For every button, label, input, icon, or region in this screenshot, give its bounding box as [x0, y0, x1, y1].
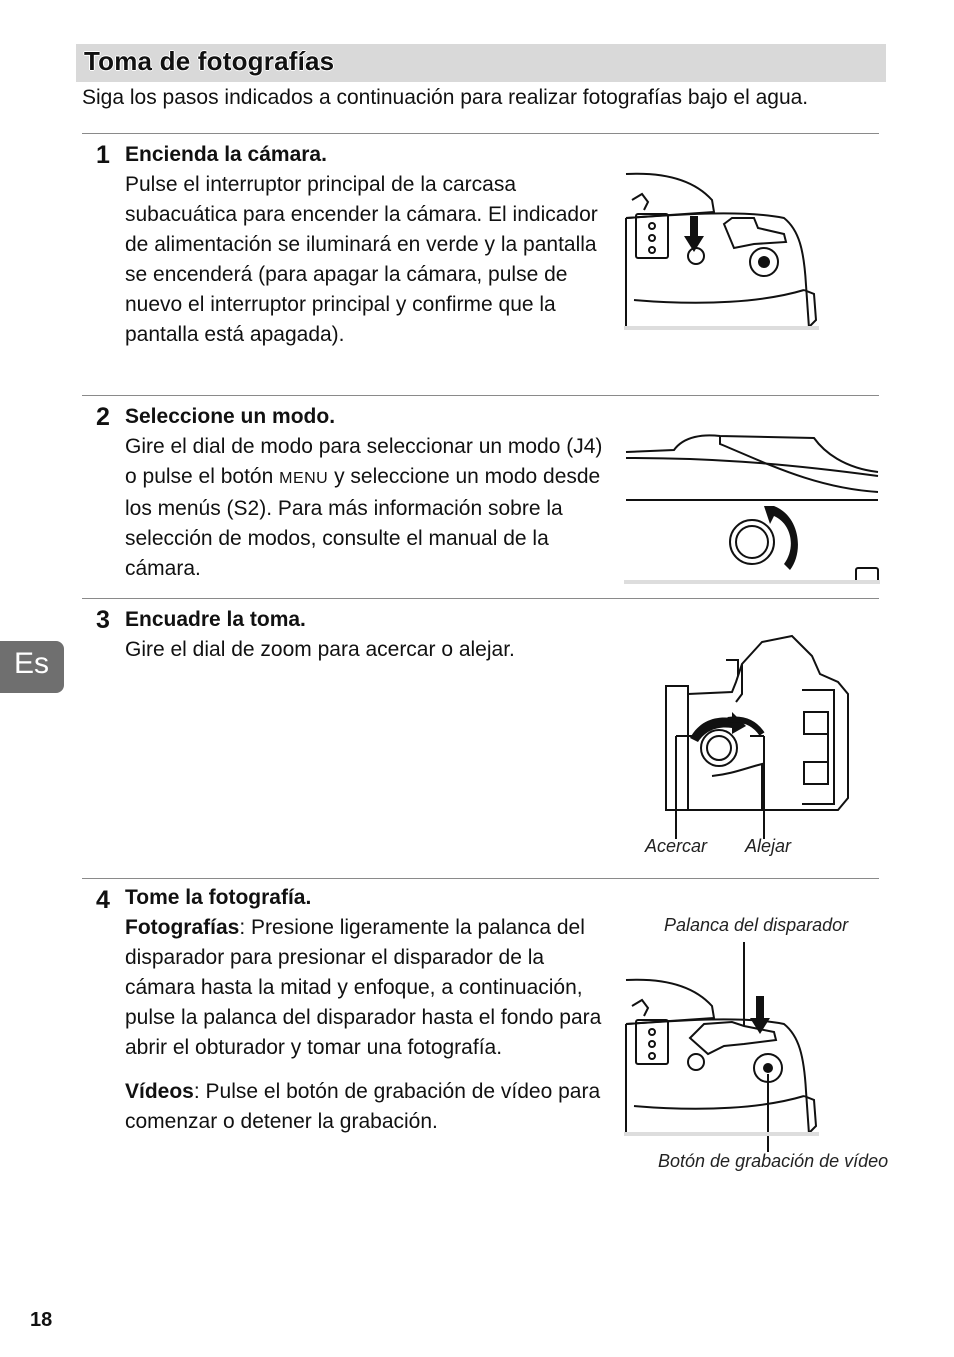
divider [82, 395, 879, 396]
step-1-number: 1 [96, 141, 110, 169]
step-3-heading: Encuadre la toma. [125, 608, 306, 631]
page-title: Toma de fotografías [84, 46, 335, 76]
menu-button-glyph: MENU [279, 470, 329, 487]
video-lead: Vídeos [125, 1080, 194, 1103]
step-4-number: 4 [96, 886, 110, 914]
zoom-dial-illustration [662, 634, 852, 839]
step-1-body: Pulse el interruptor principal de la carcasa subacuática para encender la cámara. El indicador de alimentación se iluminará en verde y la pantalla se encenderá (para apagar la cámara, pulse de nuevo el interruptor principal y confirme que la pantalla está apagada). [125, 173, 598, 346]
title-bar [76, 44, 886, 82]
step-2-body-part: Gire el dial de modo para seleccionar un modo (J4) o pulse el botón [125, 435, 603, 488]
caption-record-button: Botón de grabación de vídeo [658, 1151, 889, 1171]
step-2-body-part: y seleccione un modo desde los menús (S2). Para más información sobre la selección de modos, consulte el manual de la cámara. [125, 465, 601, 580]
step-4-heading: Tome la fotografía. [125, 886, 312, 909]
step-2-heading: Seleccione un modo. [125, 405, 336, 428]
divider [82, 598, 879, 599]
step-3-body: Gire el dial de zoom para acercar o alejar. [125, 638, 515, 661]
camera-power-illustration [624, 170, 819, 330]
intro-text: Siga los pasos indicados a continuación para realizar fotografías bajo el agua. [82, 86, 809, 109]
step-4-text [125, 883, 603, 1137]
page-number: 18 [30, 1309, 53, 1331]
mode-dial-illustration [624, 432, 880, 584]
camera-shutter-illustration [624, 942, 819, 1152]
caption-zoom-in: Acercar [645, 836, 708, 856]
step-2-body [125, 432, 603, 584]
language-tab [0, 641, 64, 693]
step-2-number: 2 [96, 403, 110, 431]
caption-zoom-out: Alejar [745, 836, 792, 856]
video-body: : Pulse el botón de grabación de vídeo para comenzar o detener la grabación. [125, 1080, 601, 1133]
step-4-photo-paragraph [125, 913, 603, 1063]
photo-body: : Presione ligeramente la palanca del disparador para presionar el disparador de la cámara hasta la mitad y enfoque, a continuación, pulse la palanca del disparador hasta el fondo para abrir el obturador y tomar una fotografía. [125, 916, 602, 1059]
step-3-text [125, 605, 603, 665]
step-1-heading: Encienda la cámara. [125, 143, 327, 166]
divider [82, 133, 879, 134]
step-4-video-paragraph [125, 1077, 603, 1137]
caption-shutter-lever: Palanca del disparador [664, 915, 849, 935]
step-2-text [125, 402, 603, 584]
step-3-number: 3 [96, 606, 110, 634]
photo-lead: Fotografías [125, 916, 240, 939]
divider [82, 878, 879, 879]
step-1-text [125, 140, 603, 350]
language-tab-label: Es [14, 647, 50, 680]
